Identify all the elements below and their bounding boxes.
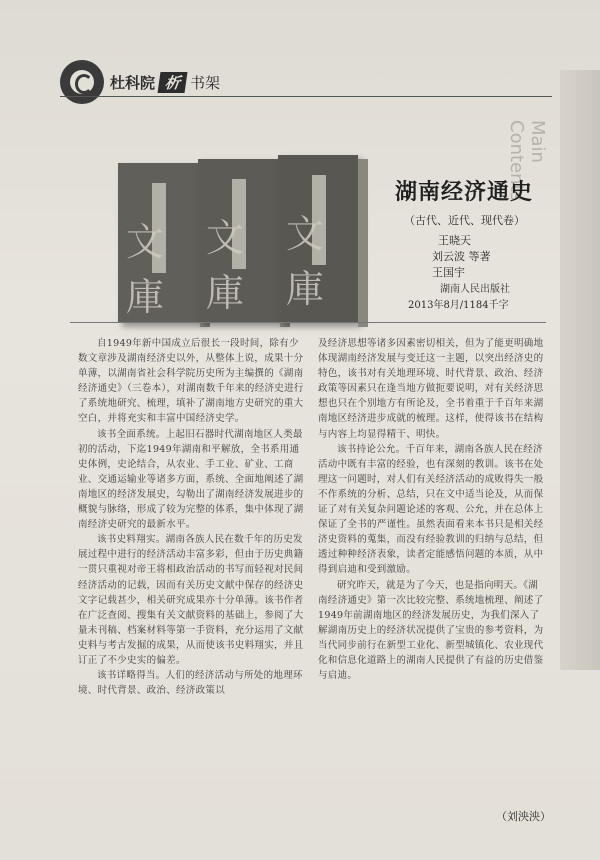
column-stamp: 析 (158, 72, 188, 93)
book-title: 湖南经济通史 (395, 180, 534, 205)
book-volume-1 (118, 163, 200, 323)
review-column-right (318, 336, 546, 683)
section-divider (70, 322, 546, 323)
book-volume-3 (278, 155, 358, 323)
book-subtitle: （古代、近代、现代卷） (404, 214, 525, 227)
book-volume-2 (198, 159, 280, 323)
paragraph: 该书史料翔实。湖南各族人民在数千年的历史发展过程中进行的经济活动丰富多彩，但由于历史典籍一贯只重视对帝王将相政治活动的书写而轻视对民间经济活动的记载，因而有关历史文献中保存的经济史文字记载甚少，相关研究成果亦十分单薄。该书作者在广泛查阅、搜集有关文献资料的基础上，参阅了大量未刊稿、档案材料等第一手资料，充分运用了文献史料与考古发掘的成果，从而使该书史料翔实，并且订正了不少史实的偏差。 (78, 534, 304, 666)
paragraph: 自1949年新中国成立后很长一段时间，除有少数文章涉及湖南经济史以外，从整体上说，成果十分单薄，以湖南省社会科学院历史所为主编撰的《湖南经济通史》（三卷本），对湖南数千年来的经济史进行了系统地研究、梳理，填补了湖南地方史研究的重大空白，并将充实和丰富中国经济史学。 (78, 338, 304, 425)
adjacent-page-edge (560, 70, 600, 670)
column-suffix: 书架 (190, 74, 221, 92)
column-header (110, 72, 220, 93)
cover-glyph: 文庫 (126, 220, 165, 319)
author-3: 王国宇 (432, 266, 465, 279)
author-2: 刘云波 等著 (432, 250, 491, 263)
paragraph: 该书全面系统。上起旧石器时代湖南地区人类最初的活动，下迄1949年湖南和平解放，全书系用通史体例，史论结合，从农业、手工业、矿业、工商业、交通运输业等诸多方面，系统、全面地阐述了湖南地区的经济发展史，勾勒出了湖南经济发展进步的概貌与脉络，形成了较为完整的体系，集中体现了湖南经济史研究的最新水平。 (78, 428, 304, 531)
paragraph: 该书详略得当。人们的经济活动与所处的地理环境、时代背景、政治、经济政策以 (78, 670, 303, 697)
publisher-logo-icon (60, 60, 104, 104)
header-rule (60, 96, 552, 97)
paragraph: 及经济思想等诸多因素密切相关，但为了能更明确地体现湖南经济发展与变迁这一主题，以突出经济史的特色，该书对有关地理环境、时代背景、政治、经济政策等因素只在逢当地方做扼要说明，对有关经济思想也只在个别地方有所论及，全书着重于千百年来湖南地区经济进步成就的梳理。这样，使得该书在结构与内容上均显得精干、明快。 (318, 338, 544, 440)
author-1: 王晓天 (438, 234, 471, 247)
cover-glyph: 文庫 (206, 216, 245, 315)
publication-date: 2013年8月/1184千字 (408, 300, 509, 311)
reviewer-signature: （刘泱泱） (496, 810, 551, 823)
review-column-left (78, 336, 306, 698)
cover-glyph: 文庫 (286, 212, 325, 311)
paragraph: 研究昨天，就是为了今天，也是指向明天。《湖南经济通史》第一次比较完整、系统地梳理、阐述了1949年前湖南地区的经济发展历史，为我们深入了解湖南历史上的经济状况提供了宝贵的参考资料，为当代同步前行在新型工业化、新型城镇化、农业现代化和信息化道路上的湖南人民提供了有益的历史借鉴与启迪。 (318, 579, 544, 682)
paragraph: 该书持论公允。千百年来，湖南各族人民在经济活动中既有丰富的经验，也有深刻的教训。该书在处理这一问题时，对人们有关经济活动的成败得失一般不作系统的分析、总结，只在文中适当论及，从而保证了对有关复杂问题论述的客观、公允，并在总体上保证了全书的严谨性。虽然表面看来本书只是相关经济史资料的蒐集，而没有经验教训的归纳与总结，但透过种种经济表象，读者定能感悟问题的本质，从中得到启迪和受到激励。 (318, 443, 544, 576)
publisher-short-name: 杜科院 (110, 74, 156, 92)
publisher-name: 湖南人民出版社 (440, 284, 510, 295)
adjacent-page-text: Main Contents (506, 120, 548, 201)
book-cover-image (118, 155, 358, 325)
